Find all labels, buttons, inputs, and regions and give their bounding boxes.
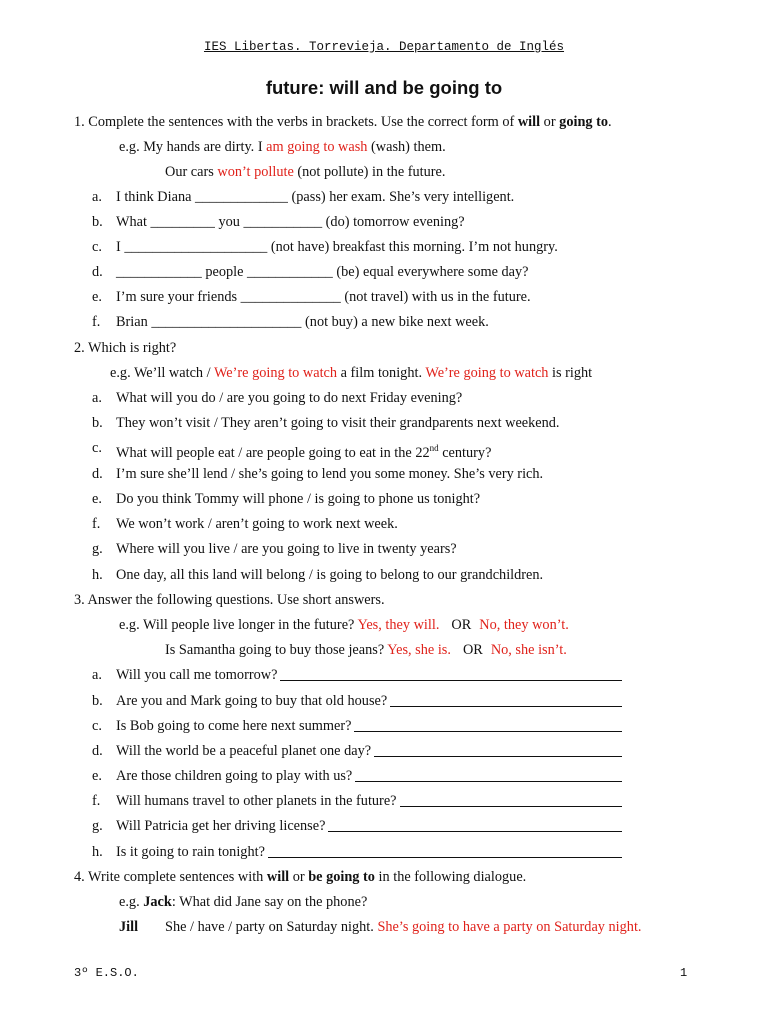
section-1-example-2: Our cars won’t pollute (not pollute) in the future. (165, 164, 446, 180)
answer-line[interactable] (354, 718, 622, 732)
section-3-example-2: Is Samantha going to buy those jeans? Yes, she is. OR No, she isn’t. (165, 642, 567, 658)
answer-line[interactable] (374, 743, 622, 757)
section-3-heading: 3. Answer the following questions. Use short answers. (74, 592, 385, 608)
page-number: 1 (680, 966, 688, 980)
answer-line[interactable] (355, 768, 622, 782)
answer-line[interactable] (400, 793, 622, 807)
answer-line[interactable] (280, 667, 622, 681)
footer-grade: 3º E.S.O. (74, 966, 139, 980)
school-header: IES Libertas. Torrevieja. Departamento de Inglés (203, 40, 565, 54)
section-4-instructions: 4. Write complete sentences with will or be going to in the following dialogue. (74, 869, 527, 885)
worksheet-title: future: will and be going to (265, 77, 503, 98)
section-3-example-1: e.g. Will people live longer in the future? Yes, they will. OR No, they won’t. (119, 617, 569, 633)
section-1-example-1: e.g. My hands are dirty. I am going to wash (wash) them. (119, 139, 446, 155)
section-1-instructions: 1. Complete the sentences with the verbs in brackets. Use the correct form of will or going to. (74, 114, 612, 130)
section-4-example-1: e.g. Jack: What did Jane say on the phone? (119, 894, 368, 910)
section-2-heading: 2. Which is right? (74, 340, 177, 356)
answer-line[interactable] (390, 693, 622, 707)
section-2-example: e.g. We’ll watch / We’re going to watch a film tonight. We’re going to watch is right (110, 365, 593, 381)
answer-line[interactable] (328, 818, 622, 832)
answer-line[interactable] (268, 844, 622, 858)
